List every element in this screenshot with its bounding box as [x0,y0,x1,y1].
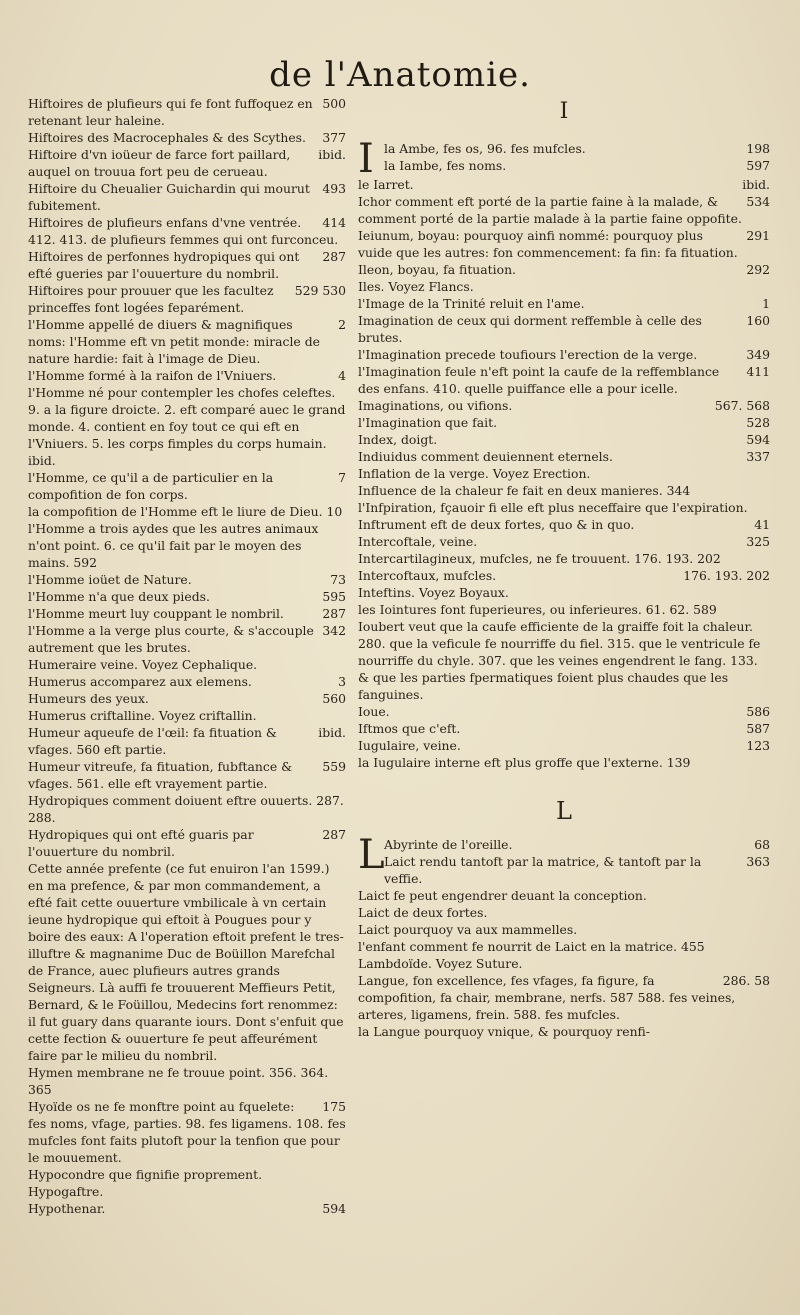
index-entry [358,312,770,346]
index-entry-text: la Iambe, fes noms. [384,158,507,173]
index-entry [358,261,770,278]
index-entry [358,465,770,482]
index-entry [384,140,770,157]
index-entry-page: 493 [322,181,346,196]
index-entry [358,737,770,754]
index-entry [28,129,346,146]
dropcap-I: I [358,136,374,182]
index-entry [28,282,346,316]
index-entry-page: 287 [322,249,346,264]
index-entry [28,690,346,707]
index-entry [28,367,346,384]
index-entry [358,295,770,312]
index-entry-text: Laict de deux fortes. [358,905,488,920]
index-entry-text: Humeraire veine. Voyez Cephalique. [28,657,258,672]
index-entry-page: 595 [322,589,346,604]
index-entry-text: Hiftoires de plufieurs enfans d'vne ventrée. 412. 413. de plufieurs femmes qui ont furconceu. [28,215,339,247]
index-entry [28,316,346,367]
index-entry-text: Abyrinte de l'oreille. [384,837,513,852]
index-entry-page: 337 [746,449,770,464]
index-entry-text: Hypogaftre. [28,1184,104,1199]
dropcap-L: L [358,832,385,878]
index-entry-text: Intercartilagineux, mufcles, ne fe trouuent. 176. 193. 202 [358,551,721,566]
index-entry [28,656,346,673]
index-entry-page: 500 [322,96,346,111]
index-entry [358,278,770,295]
index-entry-text: Langue, fon excellence, fes vfages, fa figure, fa compofition, fa chair, membrane, nerfs. 587 588. fes veines, arteres, ligamens, frein. 588. fes mufcles. [358,973,736,1022]
index-entry-page: ibid. [318,725,346,740]
index-entry-text: l'Homme n'a que deux pieds. [28,589,210,604]
index-entry [358,584,770,601]
index-entry-page: 528 [746,415,770,430]
index-entry [28,520,346,571]
index-entry [28,469,346,503]
page-header: de l'Anatomie. [269,55,531,95]
index-entry-text: Intercoftale, veine. [358,534,478,549]
index-entry-text: les Iointures font fuperieures, ou inferieures. 61. 62. 589 [358,602,717,617]
index-entry [358,431,770,448]
section-letter-L: L [556,797,572,825]
dropcap-block-L [358,832,770,887]
index-entry-text: l'Imagination que fait. [358,415,498,430]
dropcap-lines-L [384,836,770,887]
index-entry [28,1166,346,1183]
index-entry-text: Hiftoires de perfonnes hydropiques qui ont efté gueries par l'ouuerture du nombril. [28,249,300,281]
index-entry [384,836,770,853]
index-entry-text: Hiftoires de plufieurs qui fe font fuffoquez en retenant leur haleine. [28,96,313,128]
index-entry-page: 175 [322,1099,346,1114]
index-entry-page: ibid. [742,177,770,192]
index-entry [358,1023,770,1040]
index-entry [28,758,346,792]
index-entry-text: l'Homme ioüet de Nature. [28,572,192,587]
index-entry [28,673,346,690]
index-entry-page: 68 [754,837,770,852]
index-entry [358,567,770,584]
index-entry-text: Inftrument eft de deux fortes, quo & in quo. [358,517,635,532]
index-entry-text: Lambdoïde. Voyez Suture. [358,956,523,971]
index-entry-text: Humeur vitreufe, fa fituation, fubftance & vfages. 561. elle eft vrayement partie. [28,759,293,791]
index-entry-text: l'Image de la Trinité reluit en l'ame. [358,296,585,311]
dropcap-block-I [358,136,770,182]
index-right-column [358,95,770,1040]
index-entry [358,227,770,261]
index-entry-page: 123 [746,738,770,753]
index-entry-text: l'Homme appellé de diuers & magnifiques noms: l'Homme eft vn petit monde: miracle de nature hardie: fait à l'image de Dieu. [28,317,320,366]
index-entry [358,887,770,904]
index-entry-page: 198 [746,141,770,156]
index-entry-page: 2 [338,317,346,332]
index-entry-text: Hypocondre que fignifie proprement. [28,1167,263,1182]
index-entry-page: 534 [746,194,770,209]
index-entry [28,605,346,622]
index-entry-text: Inteftins. Voyez Boyaux. [358,585,509,600]
index-entry [358,397,770,414]
index-entry-page: 176. 193. 202 [683,568,770,583]
index-entry-page: 363 [746,854,770,869]
index-entry-page: 41 [754,517,770,532]
index-entry-text: Humeur aqueufe de l'œil: fa fituation & vfages. 560 eft partie. [28,725,277,757]
index-entry-text: l'Imagination feule n'eft point la caufe de la reffemblance des enfans. 410. quelle puiffance elle a pour icelle. [358,364,720,396]
index-entry [28,588,346,605]
index-entry-text: l'Homme a la verge plus courte, & s'accouple autrement que les brutes. [28,623,314,655]
index-entry-page: 411 [746,364,770,379]
index-entry-page: 529 530 [294,283,346,298]
index-entry-text: Index, doigt. [358,432,438,447]
index-entry [28,571,346,588]
index-entry-page: 587 [746,721,770,736]
dropcap-lines-I [384,140,770,176]
index-entry [28,1183,346,1200]
index-entry-text: Hiftoire du Cheualier Guichardin qui mourut fubitement. [28,181,310,213]
index-entry [358,176,770,193]
index-entry [384,853,770,887]
index-entry [384,157,770,174]
index-entry-text: la compofition de l'Homme eft le liure de Dieu. 10 [28,504,343,519]
index-entry [28,214,346,248]
index-entry [358,550,770,567]
index-entry-page: 560 [322,691,346,706]
index-entry-page: 292 [746,262,770,277]
index-entry-page: 7 [338,470,346,485]
index-entry-page: 349 [746,347,770,362]
index-entry-text: Ioubert veut que la caufe efficiente de la graiffe foit la chaleur. 280. que la veficule fe nourriffe du fiel. 315. que le ventricule fe nourriffe du chyle. 307. que les veines engendrent le fang. 133. & que les parties fpermatiques foient plus chaudes que les fanguines. [358,619,761,702]
index-entry-text: Iles. Voyez Flancs. [358,279,474,294]
index-entry-text: le Iarret. [358,177,414,192]
index-entry-text: Humerus criftalline. Voyez criftallin. [28,708,257,723]
index-entry-text: l'Homme né pour contempler les chofes celeftes. 9. a la figure droicte. 2. eft comparé auec le grand monde. 4. contient en foy tout ce qui eft en l'Vniuers. 5. les corps fimples du corps humain. ibid. [28,385,346,468]
index-entry-text: Laict pourquoy va aux mammelles. [358,922,578,937]
index-entry-text: Ieiunum, boyau: pourquoy ainfi nommé: pourquoy plus vuide que les autres: fon commencement: fa fin: fa fituation. [358,228,738,260]
index-entry [358,601,770,618]
index-entry [358,448,770,465]
index-entry [358,720,770,737]
index-entry-text: Cette année prefente (ce fut enuiron l'an 1599.) en ma prefence, & par mon commandement, a efté fait cette ouuerture vmbilicale à vn certain ieune hydropique qui eftoit à Pougues pour y boire des eaux: A l'operation eftoit prefent le tres-illuftre & magnanime Duc de Boüillon Marefchal de France, auec plufieurs autres grands Seigneurs. Là auffi fe trouuerent Meffieurs Petit, Bernard, & le Foüillou, Medecins fort renommez: il fut guary dans quarante iours. Dont s'enfuit que cette fection & ouuerture fe peut affeurément faire par le milieu du nombril. [28,861,344,1063]
index-entry-page: 160 [746,313,770,328]
index-entry-text: Inflation de la verge. Voyez Erection. [358,466,591,481]
index-entry-text: Imaginations, ou vifions. [358,398,513,413]
index-entry-page: 286. 58 [722,973,770,988]
index-entry-page: 377 [322,130,346,145]
index-entry-text: Imagination de ceux qui dorment reffemble à celle des brutes. [358,313,702,345]
index-entry [358,482,770,499]
index-entry-text: l'Homme, ce qu'il a de particulier en la compofition de fon corps. [28,470,274,502]
index-entry-page: 597 [746,158,770,173]
index-entry-text: Ileon, boyau, fa fituation. [358,262,516,277]
index-entry-text: la Iugulaire interne eft plus groffe que l'externe. 139 [358,755,691,770]
index-entry-text: Indiuidus comment deuiennent eternels. [358,449,613,464]
index-entry [358,754,770,771]
index-entry [358,499,770,516]
index-entry-text: Influence de la chaleur fe fait en deux manieres. 344 [358,483,691,498]
index-entry-page: ibid. [318,147,346,162]
index-entry [358,904,770,921]
index-entry [358,938,770,955]
section-letter-I: I [559,99,569,124]
index-entry-page: 3 [338,674,346,689]
index-entry [28,384,346,469]
index-entry-page: 73 [330,572,346,587]
index-entry-text: l'Homme formé à la raifon de l'Vniuers. [28,368,277,383]
index-entry-text: la Ambe, fes os, 96. fes mufcles. [384,141,586,156]
index-entry [28,95,346,129]
index-entry [28,724,346,758]
index-entry-text: Ichor comment eft porté de la partie faine à la malade, & comment porté de la partie malade à la partie faine oppofite. [358,194,742,226]
index-entry [28,503,346,520]
index-entry-text: Hyoïde os ne fe monftre point au fquelete: fes noms, vfage, parties. 98. fes ligamens. 108. fes mufcles font faits plutoft pour la tenfion que pour le mouuement. [28,1099,346,1165]
index-entry [28,180,346,214]
index-entry-text: la Langue pourquoy vnique, & pourquoy renfi- [358,1024,650,1039]
index-entry-text: Iugulaire, veine. [358,738,461,753]
index-entry-text: Hymen membrane ne fe trouue point. 356. 364. 365 [28,1065,329,1097]
index-entry [358,618,770,703]
index-entry [28,622,346,656]
index-entry-text: Humeurs des yeux. [28,691,149,706]
index-entry-page: 586 [746,704,770,719]
index-entry-text: l'Homme a trois aydes que les autres animaux n'ont point. 6. ce qu'il fait par le moyen des mains. 592 [28,521,319,570]
index-entry-text: Iftmos que c'eft. [358,721,461,736]
index-entry-text: Hypothenar. [28,1201,106,1216]
index-entry [28,860,346,1064]
index-entry-page: 4 [338,368,346,383]
index-entry [358,363,770,397]
index-entry-text: Ioue. [358,704,390,719]
index-entry [28,1098,346,1166]
index-entry [28,248,346,282]
index-entry-page: 291 [746,228,770,243]
index-entry-text: l'Homme meurt luy couppant le nombril. [28,606,284,621]
index-entry-text: Hydropiques qui ont efté guaris par l'ouuerture du nombril. [28,827,254,859]
index-entry-page: 1 [762,296,770,311]
index-entry-page: 594 [746,432,770,447]
index-entry [358,193,770,227]
index-entry [28,826,346,860]
index-entry-text: l'Imagination precede toufiours l'erection de la verge. [358,347,698,362]
index-entry-page: 287 [322,606,346,621]
index-entry [28,792,346,826]
index-entry-text: Hiftoires pour prouuer que les facultez princeffes font logées feparément. [28,283,274,315]
index-entry-page: 325 [746,534,770,549]
index-entry-page: 567. 568 [714,398,770,413]
index-entry-text: l'Infpiration, fçauoir fi elle eft plus neceffaire que l'expiration. [358,500,748,515]
index-entry-page: 342 [322,623,346,638]
index-entry-text: Humerus accomparez aux elemens. [28,674,252,689]
index-entry [358,972,770,1023]
index-entry [28,1200,346,1217]
index-entry-text: Hydropiques comment doiuent eftre ouuerts. 287. 288. [28,793,344,825]
entries-I [358,176,770,771]
index-entry-page: 559 [322,759,346,774]
index-entry [358,955,770,972]
index-entry [28,707,346,724]
index-left-column [28,95,346,1217]
index-entry [358,414,770,431]
entries-L [358,887,770,1040]
index-entry-text: Hiftoire d'vn ioüeur de farce fort paillard, auquel on trouua fort peu de cerueau. [28,147,291,179]
index-entry-text: Intercoftaux, mufcles. [358,568,497,583]
index-entry [28,146,346,180]
index-entry-text: Laict rendu tantoft par la matrice, & tantoft par la veffie. [384,854,702,886]
index-entry-page: 594 [322,1201,346,1216]
index-entry [358,703,770,720]
index-entry-text: l'enfant comment fe nourrit de Laict en la matrice. 455 [358,939,705,954]
index-entry-text: Laict fe peut engendrer deuant la conception. [358,888,647,903]
index-entry [358,533,770,550]
index-entry-page: 414 [322,215,346,230]
index-entry [28,1064,346,1098]
index-entry [358,921,770,938]
index-entry [358,346,770,363]
index-entry [358,516,770,533]
index-entry-text: Hiftoires des Macrocephales & des Scythes. [28,130,306,145]
index-entry-page: 287 [322,827,346,842]
